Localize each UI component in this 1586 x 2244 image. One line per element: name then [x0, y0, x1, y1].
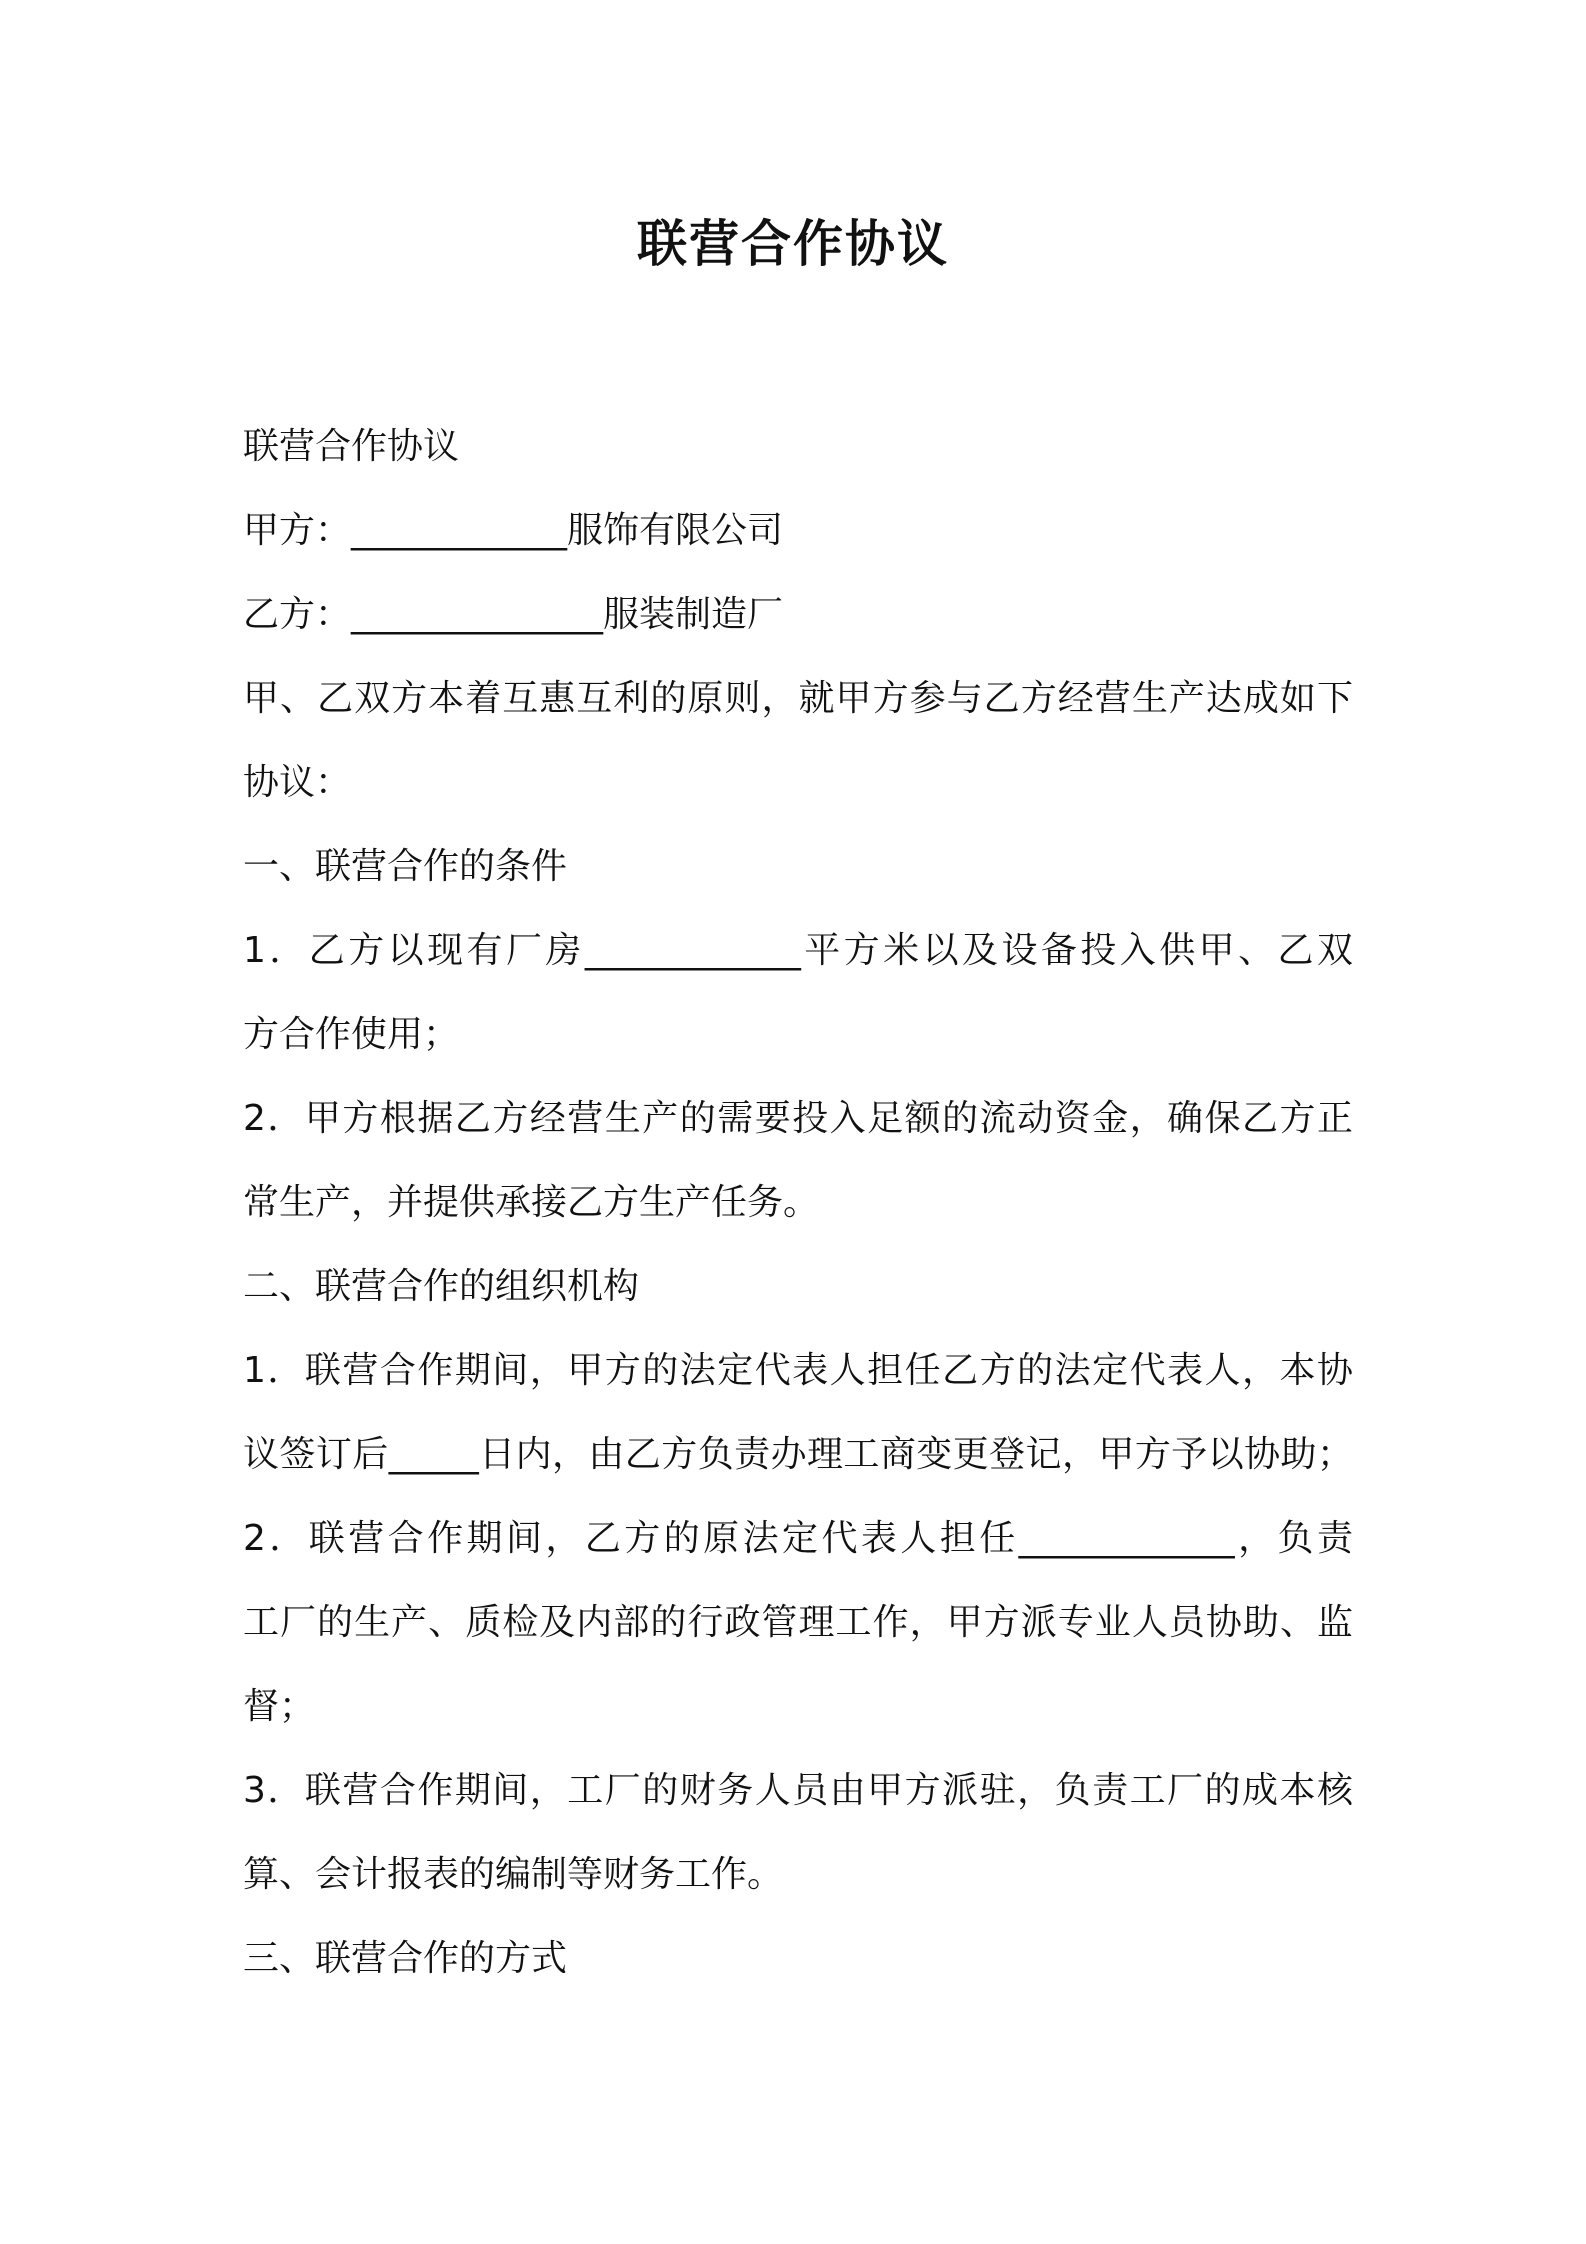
section-3-heading: 三、联营合作的方式: [243, 1938, 568, 1979]
clause-2-1-line-2: 议签订后_____日内，由乙方负责办理工商变更登记，甲方予以协助；: [243, 1434, 1353, 1475]
party-a-line: 甲方：____________服饰有限公司: [243, 510, 784, 551]
clause-1-1-line-1: 1．乙方以现有厂房____________平方米以及设备投入供甲、乙双: [243, 930, 1353, 971]
clause-1-1-line-2: 方合作使用；: [243, 1014, 460, 1055]
preamble-line-2: 协议：: [243, 762, 352, 803]
party-b-line: 乙方：______________服装制造厂: [243, 594, 784, 635]
clause-2-1-line-1: 1．联营合作期间，甲方的法定代表人担任乙方的法定代表人，本协: [243, 1350, 1353, 1391]
clause-1-2-line-2: 常生产，并提供承接乙方生产任务。: [243, 1182, 820, 1223]
clause-1-2-line-1: 2．甲方根据乙方经营生产的需要投入足额的流动资金，确保乙方正: [243, 1098, 1353, 1139]
clause-2-2-line-3: 督；: [243, 1686, 316, 1727]
doc-subtitle: 联营合作协议: [243, 426, 460, 467]
section-1-heading: 一、联营合作的条件: [243, 846, 568, 887]
section-2-heading: 二、联营合作的组织机构: [243, 1266, 640, 1307]
document-body: [243, 405, 1353, 2001]
clause-2-3-line-1: 3．联营合作期间，工厂的财务人员由甲方派驻，负责工厂的成本核: [243, 1770, 1353, 1811]
clause-2-2-line-2: 工厂的生产、质检及内部的行政管理工作，甲方派专业人员协助、监: [243, 1602, 1353, 1643]
clause-2-2-line-1: 2．联营合作期间，乙方的原法定代表人担任____________，负责: [243, 1518, 1353, 1559]
preamble-line-1: 甲、乙双方本着互惠互利的原则，就甲方参与乙方经营生产达成如下: [243, 678, 1353, 719]
clause-2-3-line-2: 算、会计报表的编制等财务工作。: [243, 1854, 784, 1895]
document-title: 联营合作协议: [637, 215, 949, 273]
